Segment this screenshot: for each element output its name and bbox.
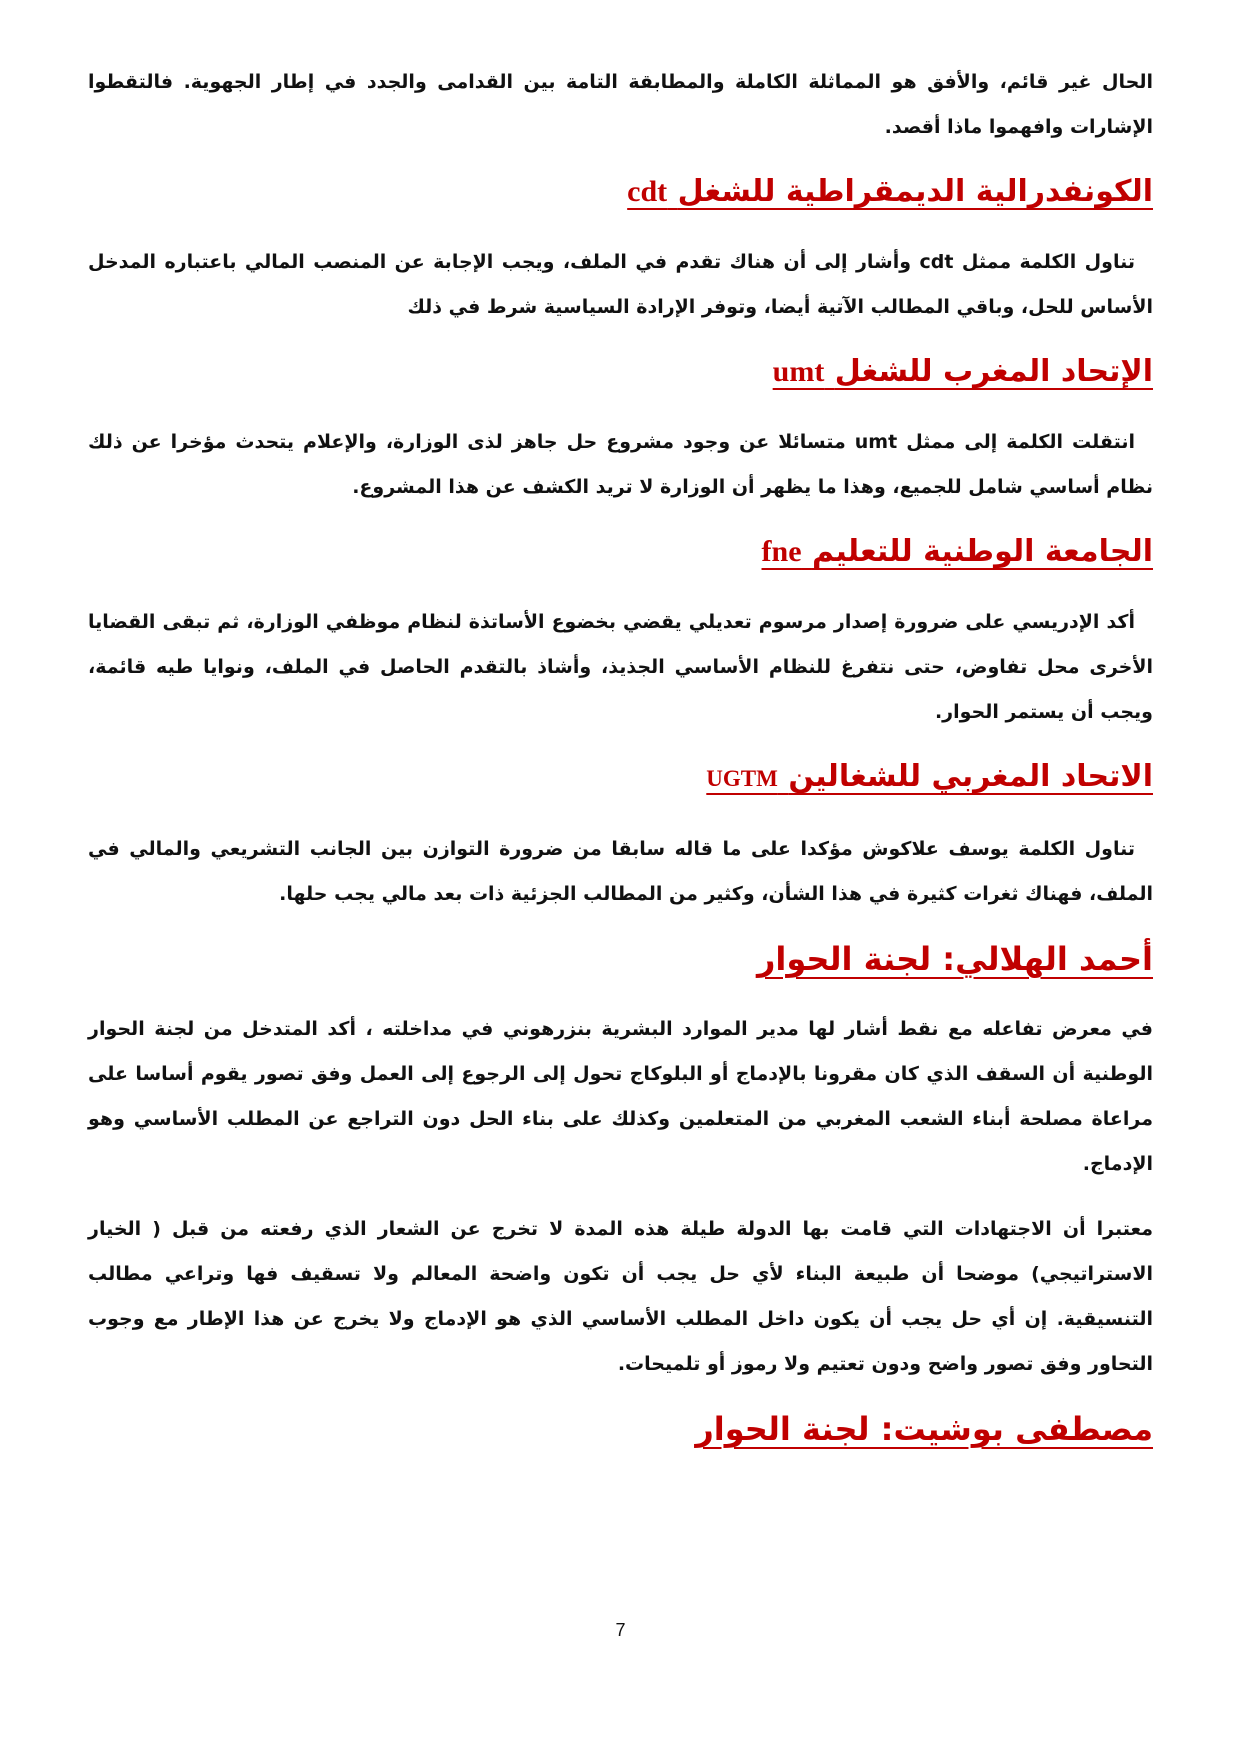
intro-paragraph: الحال غير قائم، والأفق هو المماثلة الكاملة والمطابقة التامة بين القدامى والجدد في إطار الجهوية. فالتقطوا الإشارات وافهموا ماذا أقصد. [88,71,1153,138]
section-paragraph-ugtm: تناول الكلمة يوسف علاكوش مؤكدا على ما قاله سابقا من ضرورة التوازن بين الجانب التشريعي والمالي في الملف، فهناك ثغرات كثيرة في هذا الشأن، وكثير من المطالب الجزئية ذات بعد مالي يجب حلها. [88,838,1153,905]
section-paragraph-hilali-1: في معرض تفاعله مع نقط أشار لها مدير الموارد البشرية بنزرهوني في مداخلته ، أكد المتدخل من لجنة الحوار الوطنية أن السقف الذي كان مقرونا بالإدماج أو البلوكاج تحول إلى الرجوع إلى العمل وفق تصور يقوم أساسا على مراعاة مصلحة أبناء الشعب المغربي من المتعلمين وكذلك على بناء الحل دون التراجع عن المطلب الأساسي وهو الإدماج. [88,1018,1153,1175]
section-paragraph-cdt: تناول الكلمة ممثل cdt وأشار إلى أن هناك تقدم في الملف، ويجب الإجابة عن المنصب المالي باعتباره المدخل الأساس للحل، وباقي المطالب الآتية أيضا، وتوفر الإرادة السياسية شرط في ذلك [88,251,1153,318]
section-heading-latin: cdt [627,175,668,208]
section-heading-cdt [88,170,1153,214]
section-paragraph-hilali-2: معتبرا أن الاجتهادات التي قامت بها الدولة طيلة هذه المدة لا تخرج عن الشعار الذي رفعته من قبل ( الخيار الاستراتيجي) موضحا أن طبيعة البناء لأي حل يجب أن تكون واضحة المعالم ولا تسقيف فها وتراعي مطالب التنسيقية. إن أي حل يجب أن يكون داخل المطلب الأساسي الذي هو الإدماج ولا يخرج عن هذا الإطار مع وجوب التحاور وفق تصور واضح ودون تعتيم ولا رموز أو تلميحات. [88,1218,1153,1375]
section-heading-fne [88,530,1153,574]
section-heading-text: الجامعة الوطنية للتعليم [811,534,1153,569]
section-heading-umt [88,350,1153,394]
section-heading-bouchit [88,1407,1153,1451]
section-heading-latin: UGTM [706,766,778,791]
section-heading-hilali [88,937,1153,981]
page-number: 7 [615,1620,626,1640]
section-paragraph-fne: أكد الإدريسي على ضرورة إصدار مرسوم تعديلي يقضي بخضوع الأساتذة لنظام موظفي الوزارة، ثم تبقى القضايا الأخرى محل تفاوض، حتى نتفرغ للنظام الأساسي الجذيذ، وأشاذ بالتقدم الحاصل في الملف، ونوايا طيه قائمة، ويجب أن يستمر الحوار. [88,611,1153,723]
section-heading-text: الإتحاد المغرب للشغل [834,354,1153,389]
section-heading-ugtm [88,755,1153,801]
section-paragraph-umt: انتقلت الكلمة إلى ممثل umt متسائلا عن وجود مشروع حل جاهز لذى الوزارة، والإعلام يتحدث مؤخرا عن ذلك نظام أساسي شامل للجميع، وهذا ما يظهر أن الوزارة لا تريد الكشف عن هذا المشروع. [88,431,1153,498]
section-heading-latin: fne [761,535,802,568]
section-heading-text: أحمد الهلالي: لجنة الحوار [756,940,1153,978]
section-heading-latin: umt [772,355,825,388]
section-heading-text: الاتحاد المغربي للشغالين [788,759,1153,794]
section-heading-text: مصطفى بوشيت: لجنة الحوار [695,1410,1153,1448]
section-heading-text: الكونفدرالية الديمقراطية للشغل [677,174,1153,209]
document-page [88,60,1153,1477]
